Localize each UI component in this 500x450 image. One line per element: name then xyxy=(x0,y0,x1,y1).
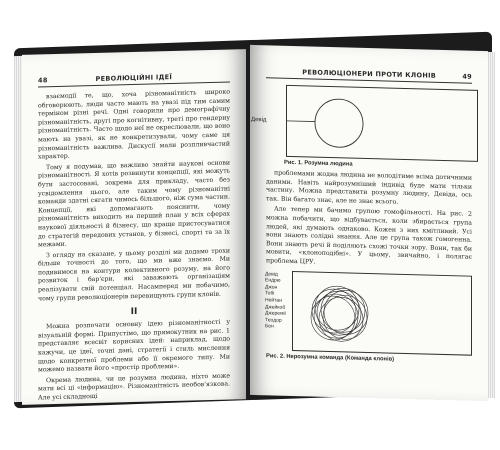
left-body-text xyxy=(22,88,246,304)
right-running-head: РЕВОЛЮЦІОНЕРИ ПРОТИ КЛОНІВ xyxy=(302,68,437,80)
left-running-head: РЕВОЛЮЦІЙНІ ІДЕЇ xyxy=(95,73,173,84)
left-paragraph-3: З огляду на сказане, у цьому розділі ми додамо трохи більше точності до того, що ми вже знаємо. Ми подивимося на контури колективного розуму, на його розвиток і бар'єри, які заважають організаціям реалізувати свій потенціал. Насамперед ми побачимо, чому групи революціонерів перевищують групи клонів. xyxy=(38,247,230,303)
figure-1-pointer-line xyxy=(287,120,315,121)
figure-2-name: Теодор xyxy=(265,316,282,324)
page-stack-right xyxy=(488,52,495,398)
figure-1-person-label: Девід xyxy=(251,116,267,124)
figure-2-name: Ендрю xyxy=(265,277,281,284)
left-paragraph-4: Можна розпочати основну ідею різноманітності у візуальній формі. Припустімо, що прямокутник на рис. 1 представляє всесвіт корисних ідей: наприклад, щодо кажучи, це ідеї, точні дані, стратегії і стиль мислення щодо конкретної проблеми або її окремого типу. Ми можемо назвати його «простір проблеми». xyxy=(38,318,230,374)
figure-2-caption: Рис. 2. Нерозумна команда (Команда клонів) xyxy=(266,352,395,363)
figure-2-name: Бен xyxy=(265,323,274,330)
left-paragraph-2: Тому я подумав, що важливо знайти наукові основи різноманітності. Я хотів розвинути концепції, які можуть бути застосовані, зокрема для прикладу, часто без усвідомлення цього, але таким чому різноманітні команди здатні сягати чимось більшого, ніж сума частин. Концепції, які допомагають пояснити, чому різноманітність виходить на перший план у всіх сферах наукової діяльності й бізнесу, що краще пристосуватися до стратегій передових установ, у бізнесі, спорті та за їх межами. xyxy=(38,159,230,249)
figure-1-diagram xyxy=(287,86,477,161)
figure-2-clone-team xyxy=(265,270,472,356)
right-page-header xyxy=(250,67,488,81)
right-paragraph-1: проблемами жодна людина не володітиме всіма дотичними даними. Навіть найрозумніший індивід буде мати тільки частину. Можна представити розумну людину, Девіда, ось так. Він багато знає, але не знає всього. xyxy=(266,169,472,206)
right-paragraph-2: Але тепер ми бачимо групою гомофільності. На рис. 2 можна побачити, що відбувається, коли збирається група людей, які думають однаково. Кожен з них кмітливий. Усі вони знають солідні знання. Але це група також гомогенна. Вони знають речі й поділяють схожі точки зору. Вони, так би мовити, «клоноподібні». У цьому, звичайно, і полягає проблема ЦРУ. xyxy=(266,205,472,266)
figure-2-diagram xyxy=(293,272,471,355)
figure-1-problem-space xyxy=(251,85,478,162)
right-page-number: 49 xyxy=(462,72,472,81)
page-stack-left xyxy=(14,56,22,402)
left-body-text-2 xyxy=(22,318,246,403)
left-paragraph-5: Окрема людина, чи це розумна людина, ніхто може мати всі ці «інформацію». Різноманітність необов'язкова. Але усі складнощі xyxy=(38,372,230,402)
section-mark: II xyxy=(130,307,138,318)
figure-2-name: Девід xyxy=(265,270,278,278)
right-page xyxy=(250,45,488,401)
left-page xyxy=(22,49,246,405)
left-paragraph-1: взаємодії те, що, хоча різноманітність широко обговорюють, люди часто мають на увазі під тим самим терміном різні речі. Одні говорили про демографічну різноманітність, другі про когнітивну, треті про гендерну різноманітність. Часто щодо неї не окреслювали, що воно мають на увазі, як не конкретизували, чому саме ця різноманітність важлива. Дискусії мали розпливчастий характер. xyxy=(38,88,230,161)
left-page-number: 48 xyxy=(38,76,48,85)
figure-2-name: Нейтан xyxy=(265,297,282,304)
figure-2-name-list xyxy=(265,271,286,331)
right-body-text xyxy=(250,169,488,272)
figure-2-name: Джон xyxy=(265,283,278,291)
figure-1-person-circle xyxy=(315,99,363,148)
figure-1-caption: Рис. 1. Розумна людина xyxy=(284,159,353,168)
figure-2-name: Тобі xyxy=(265,290,275,297)
figure-2-name: Джейкоб xyxy=(265,303,286,311)
figure-2-name: Джереміі xyxy=(265,310,286,317)
